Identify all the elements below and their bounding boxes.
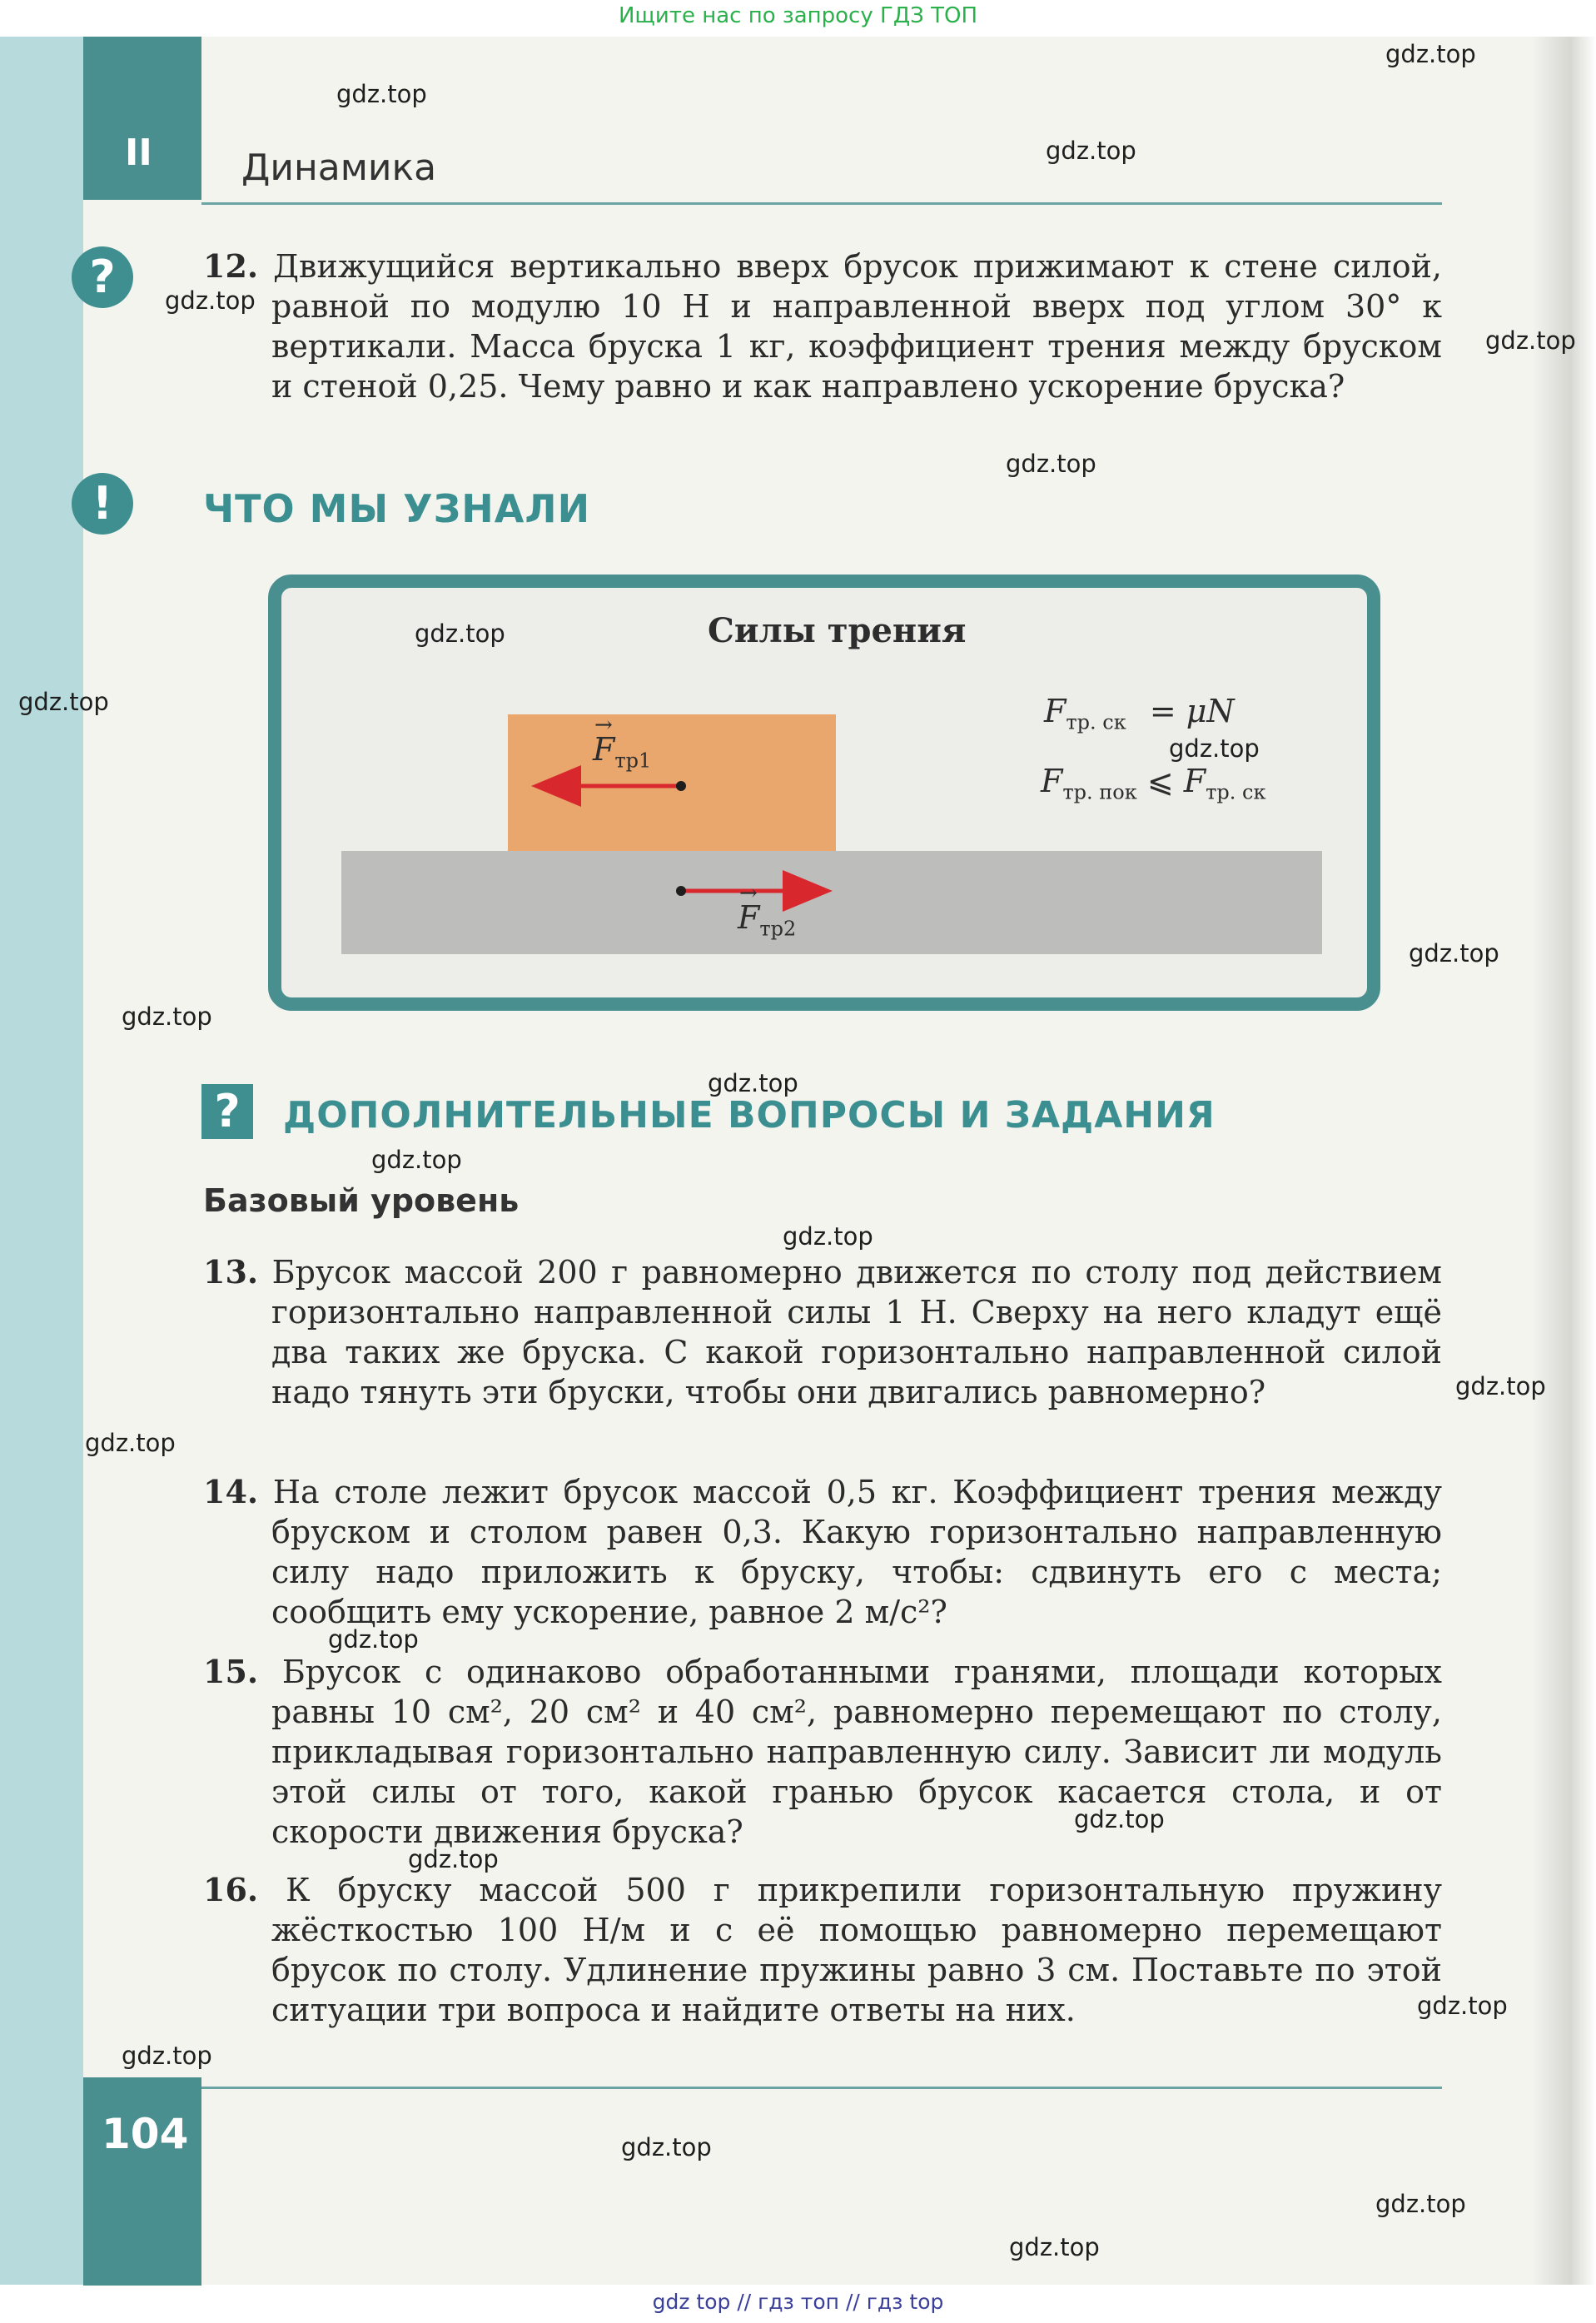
watermark-gdz: gdz.top [1375, 2190, 1466, 2218]
chapter-title: Динамика [241, 147, 437, 189]
watermark-gdz: gdz.top [18, 688, 109, 716]
task-12-text: Движущийся вертикально вверх брусок прижимают к стене силой, равной по модулю 10 Н и направленной вверх под углом 30° к вертикали. Масса бруска 1 кг, коэффициент трения между бруском и стеной 0,25. Чему равно и как направлено ускорение бруска? [271, 248, 1442, 405]
extra-questions-heading: ДОПОЛНИТЕЛЬНЫЕ ВОПРОСЫ И ЗАДАНИЯ [283, 1094, 1216, 1137]
task-13-text: Брусок массой 200 г равномерно движется по столу под действием горизонтально направленной силы 1 Н. Сверху на него кладут ещё два таких же бруска. С какой горизонтально направленной силой надо тянуть эти бруски, чтобы они двигались равномерно? [271, 1254, 1442, 1410]
watermark-gdz: gdz.top [1006, 450, 1096, 478]
watermark-gdz: gdz.top [1409, 939, 1499, 968]
vector-label-1-sub: тр1 [614, 749, 652, 773]
formula-static-friction: $F_{тр. пок}$ ⩽ $F_{тр. ск}$ [1041, 763, 1266, 804]
watermark-gdz: gdz.top [1169, 734, 1260, 763]
watermark-gdz: gdz.top [1455, 1372, 1546, 1400]
watermark-gdz: gdz.top [1417, 1992, 1508, 2020]
watermark-gdz: gdz.top [783, 1222, 873, 1251]
task-15-number: 15. [203, 1653, 259, 1690]
level-heading: Базовый уровень [203, 1182, 520, 1219]
task-14-number: 14. [203, 1473, 259, 1510]
watermark-gdz: gdz.top [1485, 326, 1576, 355]
exclamation-icon: ! [72, 473, 133, 535]
watermark-gdz: gdz.top [1385, 40, 1476, 68]
task-16 [203, 1870, 1442, 2030]
bottom-watermark-links[interactable]: gdz top // гдз топ // гдз top [652, 2290, 944, 2314]
friction-diagram-title: Силы трения [708, 611, 967, 650]
task-13-number: 13. [203, 1253, 259, 1291]
top-watermark-link[interactable]: Ищите нас по запросу ГДЗ ТОП [618, 3, 978, 28]
watermark-gdz: gdz.top [165, 286, 256, 315]
task-15-text: Брусок с одинаково обработанными гранями, площади которых равны 10 см², 20 см² и 40 см², равномерно перемещают по столу, прикладывая горизонтально направленную силу. Зависит ли модуль этой силы от того, какой гранью брусок касается стола, и от скорости движения бруска? [271, 1654, 1442, 1850]
watermark-gdz: gdz.top [621, 2133, 712, 2161]
watermark-gdz: gdz.top [1009, 2233, 1100, 2261]
chapter-number: II [125, 132, 152, 174]
task-14-text: На столе лежит брусок массой 0,5 кг. Коэффициент трения между бруском и столом равен 0,3. Какую горизонтально направленную силу надо приложить к бруску, чтобы: сдвинуть его с места; сообщить ему ускорение, равное 2 м/с²? [271, 1474, 1442, 1630]
task-13 [203, 1252, 1442, 1412]
task-14 [203, 1472, 1442, 1632]
task-16-number: 16. [203, 1871, 259, 1908]
vector-label-1-symbol: → F [593, 713, 615, 768]
task-15 [203, 1652, 1442, 1852]
watermark-gdz: gdz.top [336, 80, 427, 108]
watermark-gdz: gdz.top [122, 1002, 212, 1031]
watermark-gdz: gdz.top [708, 1069, 798, 1097]
vector-label-2-symbol: → F [738, 881, 760, 936]
question-box-icon: ? [201, 1084, 253, 1139]
watermark-gdz: gdz.top [85, 1429, 176, 1457]
watermark-gdz: gdz.top [122, 2042, 212, 2070]
question-icon: ? [72, 246, 133, 308]
task-12-number: 12. [203, 247, 259, 285]
formula-sliding-friction: $F_{тр. ск} = \mu N$ [1044, 693, 1235, 734]
watermark-gdz: gdz.top [328, 1625, 419, 1654]
friction-arrow-2-origin [676, 886, 686, 896]
watermark-gdz: gdz.top [415, 619, 505, 648]
footer-divider [201, 2087, 1442, 2089]
watermark-gdz: gdz.top [1046, 137, 1136, 165]
summary-heading: ЧТО МЫ УЗНАЛИ [203, 486, 591, 531]
watermark-gdz: gdz.top [371, 1146, 462, 1174]
friction-arrow-1-origin [676, 781, 686, 791]
vector-label-2-sub: тр2 [759, 917, 797, 941]
watermark-gdz: gdz.top [1074, 1805, 1165, 1833]
vector-label-1 [593, 713, 652, 773]
watermark-gdz: gdz.top [408, 1845, 499, 1873]
task-16-text: К бруску массой 500 г прикрепили горизонтальную пружину жёсткостью 100 Н/м и с её помощью равномерно перемещают брусок по столу. Удлинение пружины равно 3 см. Поставьте по этой ситуации три вопроса и найдите ответы на них. [271, 1872, 1442, 2028]
page-number: 104 [102, 2110, 189, 2158]
vector-label-2 [738, 881, 797, 941]
